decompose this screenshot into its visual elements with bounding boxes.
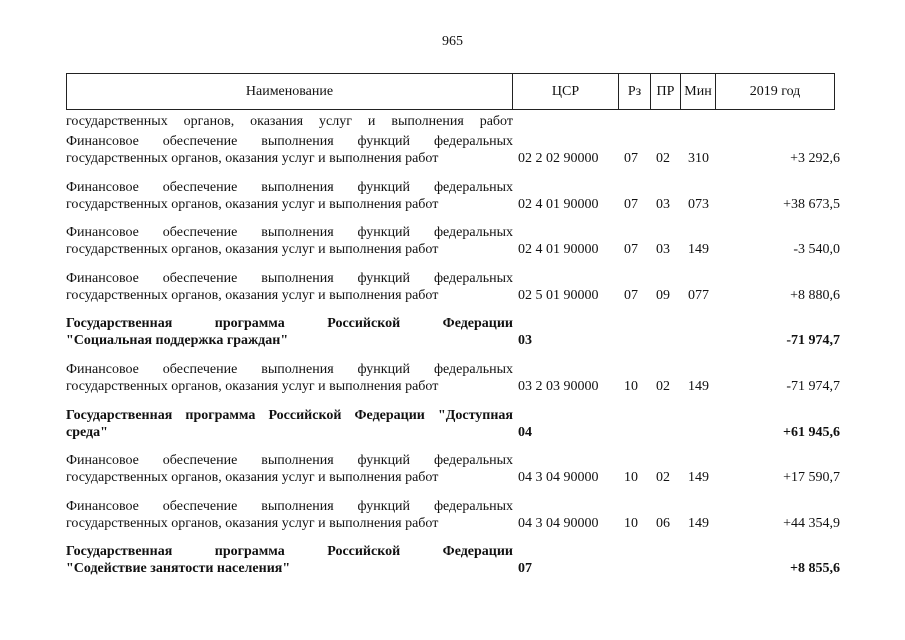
row-name-line-2: "Социальная поддержка граждан" (66, 333, 289, 349)
header-csr: ЦСР (513, 74, 619, 110)
row-rz: 07 (624, 287, 638, 303)
page-number: 965 (442, 34, 463, 49)
row-name (66, 407, 513, 441)
row-name (66, 361, 513, 395)
table-body (66, 113, 842, 589)
row-value: +44 354,9 (783, 515, 840, 531)
row-name-line-1: Государственная программа Российской Федерации (66, 316, 513, 332)
row-min: 149 (688, 515, 709, 531)
row-name-line-2: "Содействие занятости населения" (66, 561, 291, 577)
header-year: 2019 год (716, 74, 835, 110)
row-name (66, 179, 513, 213)
row-name (66, 498, 513, 532)
row-value: +61 945,6 (783, 424, 840, 440)
table-row (66, 270, 842, 316)
row-min: 149 (688, 470, 709, 486)
row-rz: 10 (624, 378, 638, 394)
row-name-line-2: государственных органов, оказания услуг и выполнения работ (66, 151, 439, 166)
row-rz: 10 (624, 515, 638, 531)
row-value: -3 540,0 (793, 242, 840, 258)
row-name (66, 133, 513, 167)
row-rz: 07 (624, 242, 638, 258)
row-min: 149 (688, 242, 709, 258)
row-value: +8 880,6 (790, 287, 840, 303)
row-value: -71 974,7 (786, 333, 840, 349)
row-name-line-1: Финансовое обеспечение выполнения функций федеральных (66, 270, 513, 286)
row-min: 077 (688, 287, 709, 303)
row-pr: 09 (656, 287, 670, 303)
row-rz: 07 (624, 151, 638, 166)
row-csr: 04 (518, 424, 532, 440)
row-name-line-2: государственных органов, оказания услуг и выполнения работ (66, 515, 439, 531)
row-min: 149 (688, 378, 709, 394)
table-row (66, 452, 842, 498)
row-name-line-1: Финансовое обеспечение выполнения функций федеральных (66, 453, 513, 469)
row-pr: 02 (656, 378, 670, 394)
table-row (66, 179, 842, 225)
row-name (66, 270, 513, 304)
row-name (66, 543, 513, 577)
table-header (66, 73, 835, 110)
continuation-text: государственных органов, оказания услуг и выполнения работ (66, 114, 513, 129)
row-min: 073 (688, 196, 709, 212)
row-name-line-1: Финансовое обеспечение выполнения функций федеральных (66, 134, 513, 149)
row-value: +17 590,7 (783, 470, 840, 486)
row-name (66, 315, 513, 349)
table-row (66, 133, 842, 179)
row-csr: 02 2 02 90000 (518, 151, 599, 166)
row-csr: 02 4 01 90000 (518, 196, 599, 212)
row-csr: 02 5 01 90000 (518, 287, 599, 303)
row-value: +8 855,6 (790, 561, 840, 577)
row-list (66, 133, 842, 589)
row-name-line-2: среда" (66, 424, 108, 440)
continuation-row (66, 113, 842, 133)
header-min: Мин (681, 74, 716, 110)
table-row (66, 498, 842, 544)
row-name-line-1: Финансовое обеспечение выполнения функций федеральных (66, 179, 513, 195)
table-row (66, 224, 842, 270)
row-name (66, 224, 513, 258)
program-row (66, 407, 842, 453)
row-name-line-2: государственных органов, оказания услуг и выполнения работ (66, 242, 439, 258)
row-name-line-2: государственных органов, оказания услуг и выполнения работ (66, 470, 439, 486)
row-value: +3 292,6 (790, 151, 840, 166)
row-name-line-2: государственных органов, оказания услуг и выполнения работ (66, 287, 439, 303)
row-min: 310 (688, 151, 709, 166)
program-row (66, 315, 842, 361)
header-name: Наименование (67, 74, 513, 110)
row-name (66, 452, 513, 486)
row-name-line-2: государственных органов, оказания услуг и выполнения работ (66, 196, 439, 212)
row-name-line-2: государственных органов, оказания услуг и выполнения работ (66, 378, 439, 394)
row-name-line-1: Финансовое обеспечение выполнения функций федеральных (66, 361, 513, 377)
row-pr: 02 (656, 470, 670, 486)
row-value: +38 673,5 (783, 196, 840, 212)
row-pr: 03 (656, 196, 670, 212)
program-row (66, 543, 842, 589)
row-rz: 07 (624, 196, 638, 212)
row-csr: 04 3 04 90000 (518, 515, 599, 531)
row-name-line-1: Финансовое обеспечение выполнения функций федеральных (66, 225, 513, 241)
row-name-line-1: Финансовое обеспечение выполнения функций федеральных (66, 498, 513, 514)
row-pr: 06 (656, 515, 670, 531)
row-pr: 02 (656, 151, 670, 166)
row-rz: 10 (624, 470, 638, 486)
row-csr: 04 3 04 90000 (518, 470, 599, 486)
row-pr: 03 (656, 242, 670, 258)
row-value: -71 974,7 (786, 378, 840, 394)
table-row (66, 361, 842, 407)
row-csr: 03 2 03 90000 (518, 378, 599, 394)
row-name-line-1: Государственная программа Российской Федерации "Доступная (66, 407, 513, 423)
header-rz: Рз (619, 74, 651, 110)
row-name-line-1: Государственная программа Российской Федерации (66, 544, 513, 560)
header-pr: ПР (651, 74, 681, 110)
row-csr: 03 (518, 333, 532, 349)
row-csr: 02 4 01 90000 (518, 242, 599, 258)
row-csr: 07 (518, 561, 532, 577)
